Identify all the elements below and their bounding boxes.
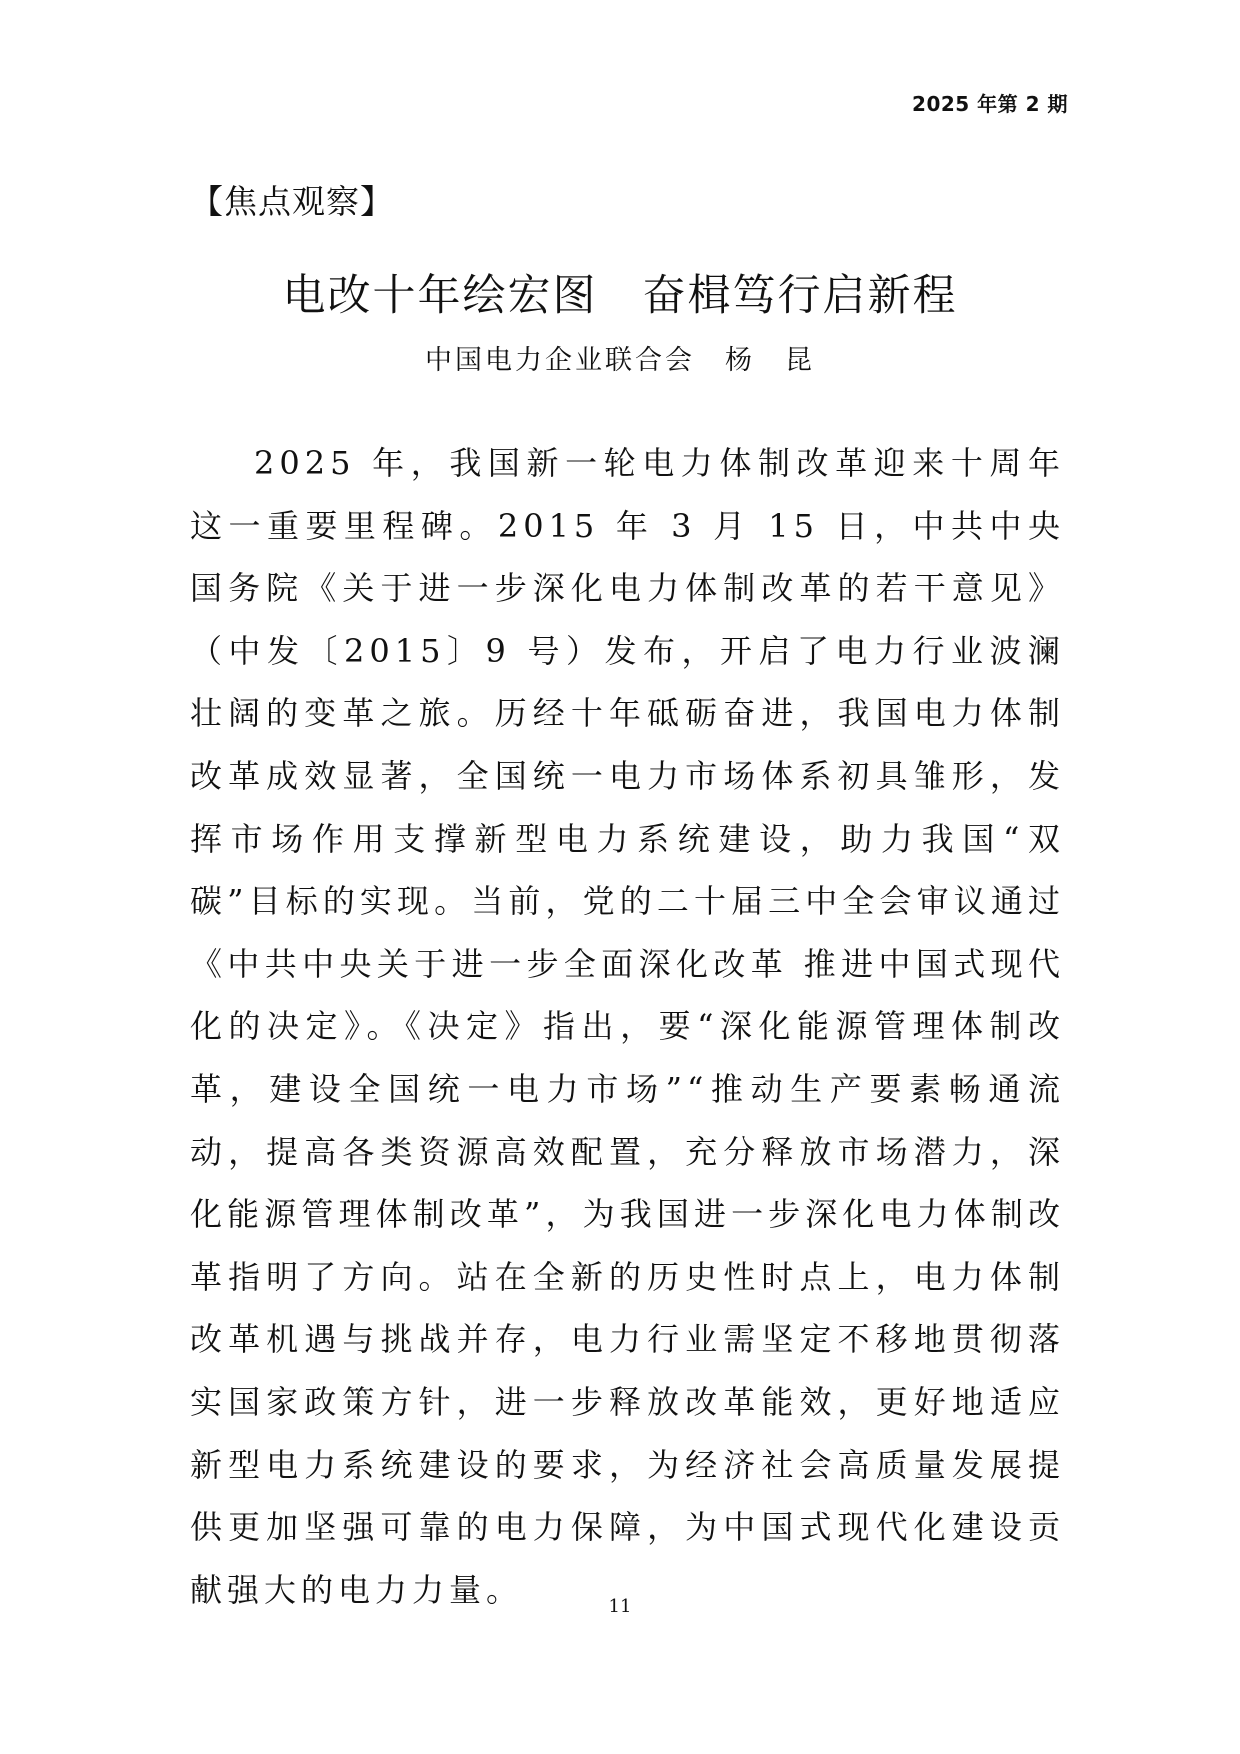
column-label: 【焦点观察】 [190, 182, 394, 221]
article-paragraph: 2025 年，我国新一轮电力体制改革迎来十周年这一重要里程碑。2015 年 3 月 15 日，中共中央 国务院《关于进一步深化电力体制改革的若干意见》（中发〔2015〕9 号）发布，开启了电力行业波澜壮阔的变革之旅。历经十年砥砺奋进，我国电力体制改革成效显著，全国统一电力市场体系初具雏形，发挥市场作用支撑新型电力系统建设，助力我国“双碳”目标的实现。当前，党的二十届三中全会审议通过《中共中央关于进一步全面深化改革 推进中国式现代化的决定》。《决定》指出，要“深化能源管理体制改革，建设全国统一电力市场”“推动生产要素畅通流动，提高各类资源高效配置，充分释放市场潜力，深化能源管理体制改革”，为我国进一步深化电力体制改革指明了方向。站在全新的历史性时点上，电力体制改革机遇与挑战并存，电力行业需坚定不移地贯彻落实国家政策方针，进一步释放改革能效，更好地适应新型电力系统建设的要求，为经济社会高质量发展提供更加坚强可靠的电力保障，为中国式现代化建设贡献强大的电力力量。 [190, 444, 1065, 1609]
article-byline: 中国电力企业联合会 杨 昆 [425, 345, 815, 376]
article-title: 电改十年绘宏图 奋楫笃行启新程 [282, 271, 958, 321]
page-number: 11 [608, 1596, 632, 1617]
issue-number: 2025 年第 2 期 [912, 92, 1068, 116]
